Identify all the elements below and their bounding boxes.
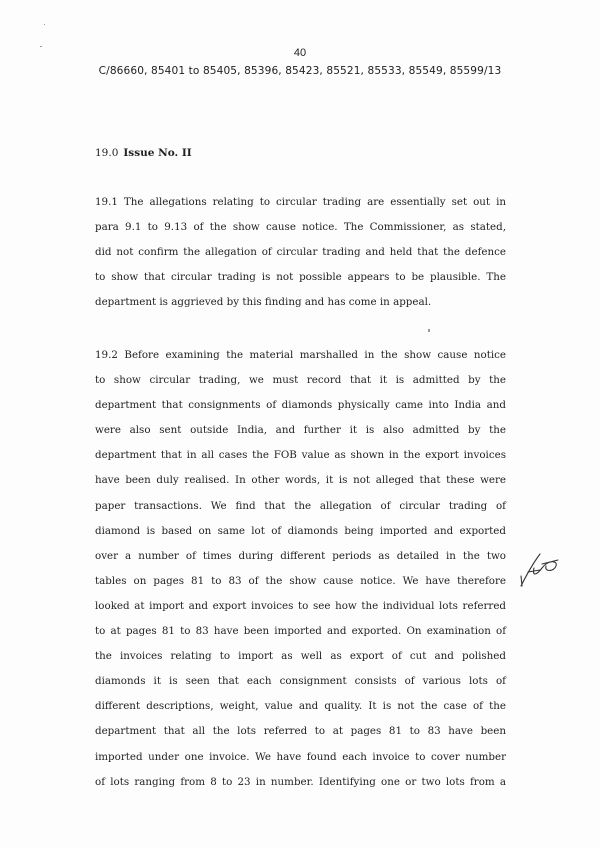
text-line: to show circular trading, we must record that it is admitted by the [95, 374, 506, 387]
text-line: different descriptions, weight, value and quality. It is not the case of the [95, 700, 506, 713]
paragraph-19-2 [95, 343, 506, 795]
text-line: the invoices relating to import as well as export of cut and polished [95, 650, 506, 663]
text-line: to at pages 81 to 83 have been imported and exported. On examination of [95, 625, 506, 638]
text-line: department that consignments of diamonds physically came into India and [95, 399, 506, 412]
paragraph-19-1 [95, 190, 506, 315]
handwritten-initials-signature [518, 550, 563, 590]
text-line: over a number of times during different periods as detailed in the two [95, 549, 506, 562]
section-title: Issue No. II [123, 147, 192, 159]
section-heading [95, 147, 192, 159]
text-line: para 9.1 to 9.13 of the show cause notice. The Commissioner, as stated, [95, 221, 506, 234]
text-line: 19.1 The allegations relating to circular trading are essentially set out in [95, 196, 506, 208]
scan-speck [44, 24, 45, 25]
text-line: department that all the lots referred to at pages 81 to 83 have been [95, 725, 506, 738]
text-line: were also sent outside India, and further it is also admitted by the [95, 424, 506, 437]
page-number: 40 [293, 47, 307, 59]
text-line: to show that circular trading is not possible appears to be plausible. The [95, 271, 506, 284]
text-line: have been duly realised. In other words, it is not alleged that these were [95, 474, 506, 487]
text-line: 19.2 Before examining the material marshalled in the show cause notice [95, 349, 506, 361]
case-reference: C/86660, 85401 to 85405, 85396, 85423, 85521, 85533, 85549, 85599/13 [98, 65, 502, 77]
scan-speck [40, 46, 42, 47]
section-number: 19.0 [95, 147, 119, 159]
text-line: did not confirm the allegation of circular trading and held that the defence [95, 246, 506, 259]
scan-speck [428, 329, 430, 332]
text-line: looked at import and export invoices to see how the individual lots referred [95, 599, 506, 612]
text-line: diamonds it is seen that each consignment consists of various lots of [95, 675, 506, 688]
text-line: imported under one invoice. We have found each invoice to cover number [95, 750, 506, 763]
text-line: of lots ranging from 8 to 23 in number. Identifying one or two lots from a [95, 775, 506, 788]
text-line: department is aggrieved by this finding and has come in appeal. [95, 296, 432, 309]
text-line: department that in all cases the FOB value as shown in the export invoices [95, 449, 506, 462]
text-line: tables on pages 81 to 83 of the show cause notice. We have therefore [95, 574, 506, 587]
text-line: diamond is based on same lot of diamonds being imported and exported [95, 524, 506, 537]
text-line: paper transactions. We find that the allegation of circular trading of [95, 499, 506, 512]
